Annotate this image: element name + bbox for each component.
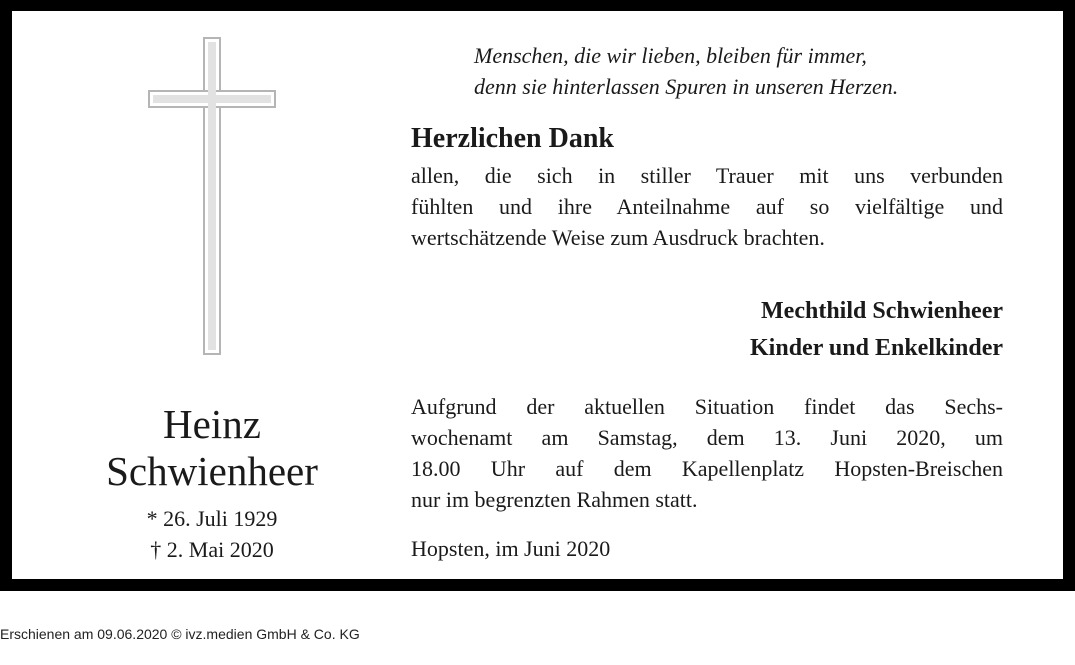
publication-footer: Erschienen am 09.06.2020 © ivz.medien GmbH & Co. KG [0, 626, 360, 642]
thanks-title: Herzlichen Dank [411, 123, 614, 154]
quote-line-1: Menschen, die wir lieben, bleiben für immer, [474, 43, 867, 68]
thanks-line: wertschätzende Weise zum Ausdruck brachten. [411, 225, 825, 250]
deceased-first-name: Heinz [163, 401, 261, 447]
notice-line: wochenamt am Samstag, dem 13. Juni 2020, um [411, 425, 1003, 450]
notice-line: nur im begrenzten Rahmen statt. [411, 487, 698, 512]
signatory-line-2: Kinder und Enkelkinder [750, 335, 1003, 361]
cross-icon [147, 37, 277, 357]
notice-line: Aufgrund der aktuellen Situation findet das Sechs- [411, 394, 1003, 419]
deceased-last-name: Schwienheer [106, 448, 318, 494]
obituary-panel [12, 11, 1063, 579]
notice-paragraph [411, 391, 1003, 515]
signatory-line-1: Mechthild Schwienheer [761, 298, 1003, 324]
death-date: † 2. Mai 2020 [150, 537, 274, 562]
notice-line: 18.00 Uhr auf dem Kapellenplatz Hopsten-Breischen [411, 456, 1003, 481]
thanks-paragraph [411, 160, 1003, 253]
birth-date: * 26. Juli 1929 [146, 506, 278, 531]
place-date: Hopsten, im Juni 2020 [411, 536, 611, 561]
thanks-line: allen, die sich in stiller Trauer mit uns verbunden [411, 163, 1003, 188]
quote-line-2: denn sie hinterlassen Spuren in unseren Herzen. [474, 74, 899, 99]
thanks-line: fühlten und ihre Anteilnahme auf so vielfältige und [411, 194, 1003, 219]
